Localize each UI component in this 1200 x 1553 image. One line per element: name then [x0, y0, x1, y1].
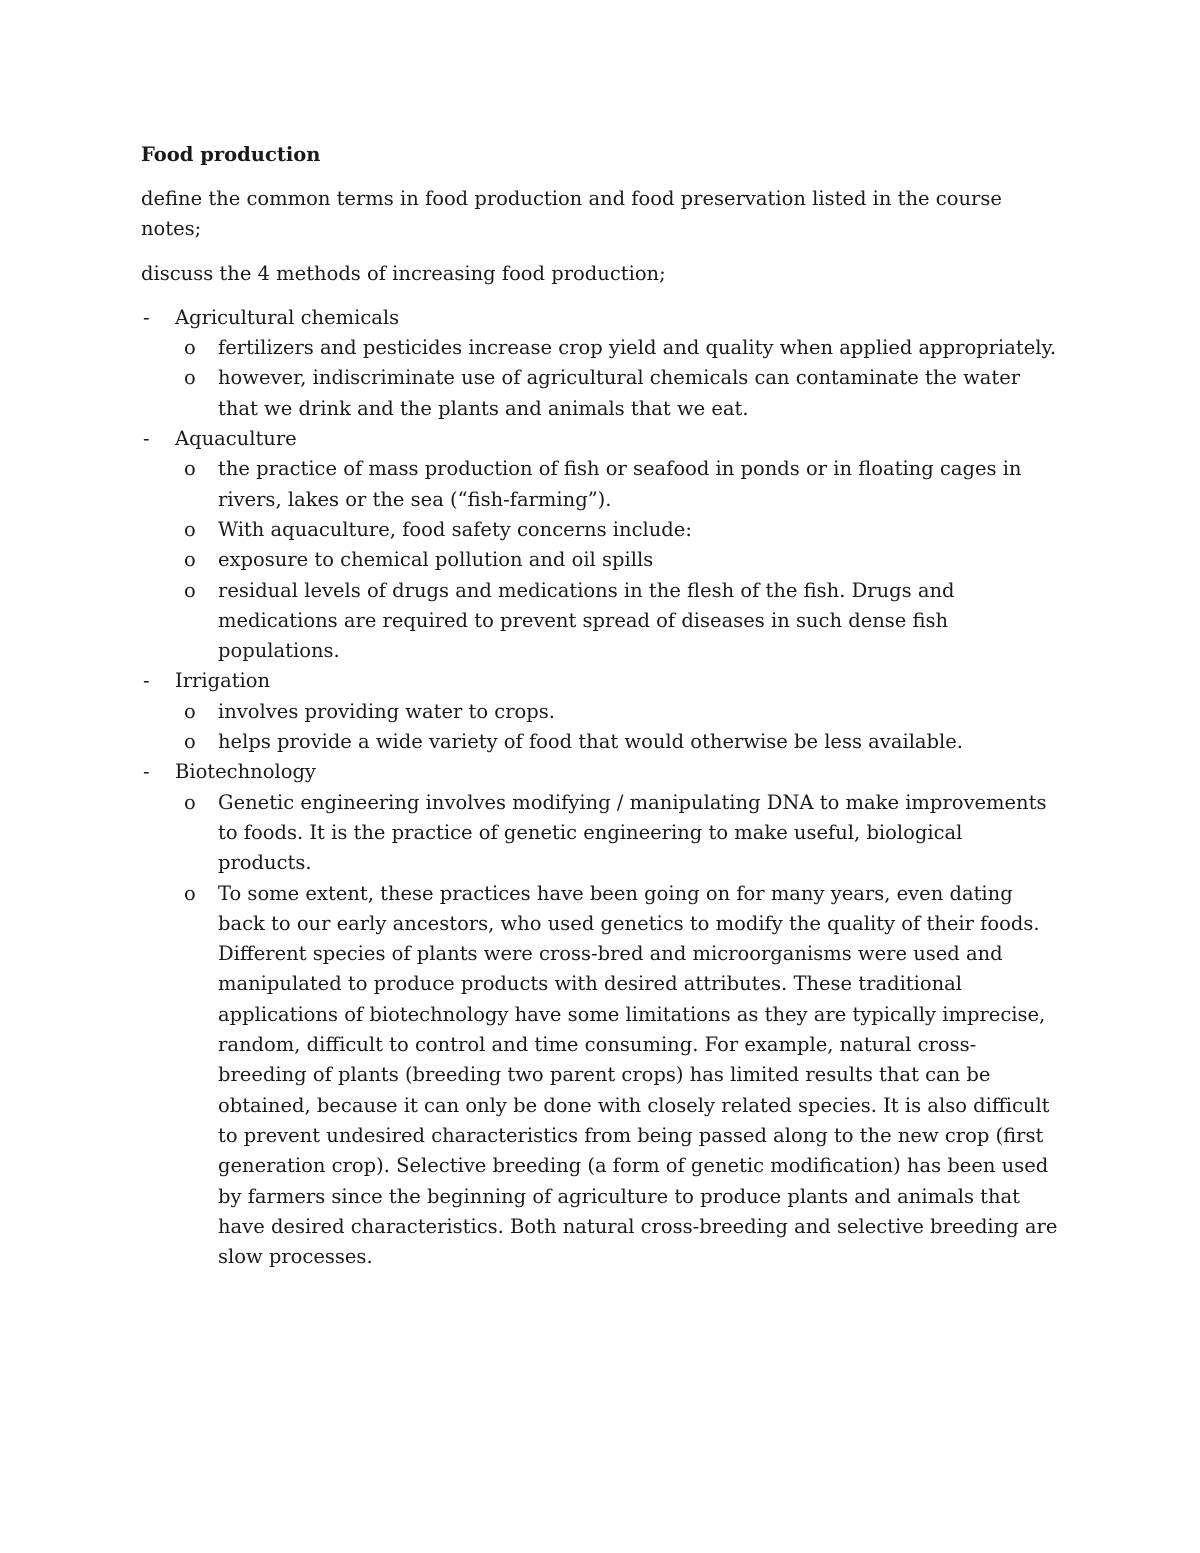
sub-list	[175, 697, 1060, 758]
intro-line-1: define the common terms in food production and food preservation listed in the course notes;	[141, 187, 1002, 241]
sub-item-text: fertilizers and pesticides increase crop yield and quality when applied appropriately.	[218, 336, 1057, 360]
sub-list	[175, 333, 1060, 424]
method-heading: Aquaculture	[175, 427, 297, 451]
method-item-irrigation	[141, 666, 1060, 757]
method-heading: Agricultural chemicals	[175, 305, 400, 329]
dash-marker: -	[143, 305, 150, 329]
dash-marker: -	[143, 669, 150, 693]
sub-list	[175, 454, 1060, 666]
sub-item	[175, 363, 1060, 424]
sub-item	[175, 576, 1060, 667]
dash-marker: -	[143, 427, 150, 451]
bullet-marker: o	[184, 578, 196, 602]
intro-line-2: discuss the 4 methods of increasing food production;	[141, 261, 666, 285]
sub-item	[175, 515, 1060, 545]
bullet-marker: o	[184, 366, 196, 390]
method-item-biotechnology	[141, 757, 1060, 1272]
sub-item-text: however, indiscriminate use of agricultural chemicals can contaminate the water that we drink and the plants and animals that we eat.	[218, 366, 1021, 420]
bullet-marker: o	[184, 336, 196, 360]
sub-item-text: Genetic engineering involves modifying / manipulating DNA to make improvements to foods. It is the practice of genetic engineering to make useful, biological products.	[218, 790, 1047, 875]
dash-marker: -	[143, 760, 150, 784]
sub-list	[175, 788, 1060, 1273]
sub-item-text: the practice of mass production of fish or seafood in ponds or in floating cages in rivers, lakes or the sea (“fish-farming”).	[218, 457, 1022, 511]
bullet-marker: o	[184, 881, 196, 905]
sub-item-text: With aquaculture, food safety concerns include:	[218, 517, 692, 541]
sub-item	[175, 333, 1060, 363]
sub-item	[175, 727, 1060, 757]
bullet-marker: o	[184, 790, 196, 814]
bullet-marker: o	[184, 699, 196, 723]
methods-list	[141, 303, 1060, 1273]
sub-item-text: involves providing water to crops.	[218, 699, 555, 723]
method-item-aquaculture	[141, 424, 1060, 666]
method-heading: Biotechnology	[175, 760, 316, 784]
method-item-agricultural-chemicals	[141, 303, 1060, 424]
sub-item	[175, 788, 1060, 879]
sub-item	[175, 454, 1060, 515]
sub-item-text: residual levels of drugs and medications in the flesh of the fish. Drugs and medications are required to prevent spread of diseases in such dense fish populations.	[218, 578, 955, 663]
bullet-marker: o	[184, 548, 196, 572]
sub-item-text: helps provide a wide variety of food that would otherwise be less available.	[218, 730, 964, 754]
method-heading: Irrigation	[175, 669, 271, 693]
sub-item-text: To some extent, these practices have been going on for many years, even dating back to our early ancestors, who used genetics to modify the quality of their foods. Different species of plants were cross-bred and microorganisms were used and manipulated to produce products with desired attributes. These traditional applications of biotechnology have some limitations as they are typically imprecise, random, difficult to control and time consuming. For example, natural cross-breeding of plants (breeding two parent crops) has limited results that can be obtained, because it can only be done with closely related species. It is also difficult to prevent undesired characteristics from being passed along to the new crop (first generation crop). Selective breeding (a form of genetic modification) has been used by farmers since the beginning of agriculture to produce plants and animals that have desired characteristics. Both natural cross-breeding and selective breeding are slow processes.	[218, 881, 1058, 1269]
bullet-marker: o	[184, 517, 196, 541]
bullet-marker: o	[184, 730, 196, 754]
bullet-marker: o	[184, 457, 196, 481]
sub-item-text: exposure to chemical pollution and oil spills	[218, 548, 654, 572]
document-title: Food production	[141, 143, 321, 166]
sub-item	[175, 545, 1060, 575]
sub-item	[175, 697, 1060, 727]
sub-item	[175, 879, 1060, 1273]
